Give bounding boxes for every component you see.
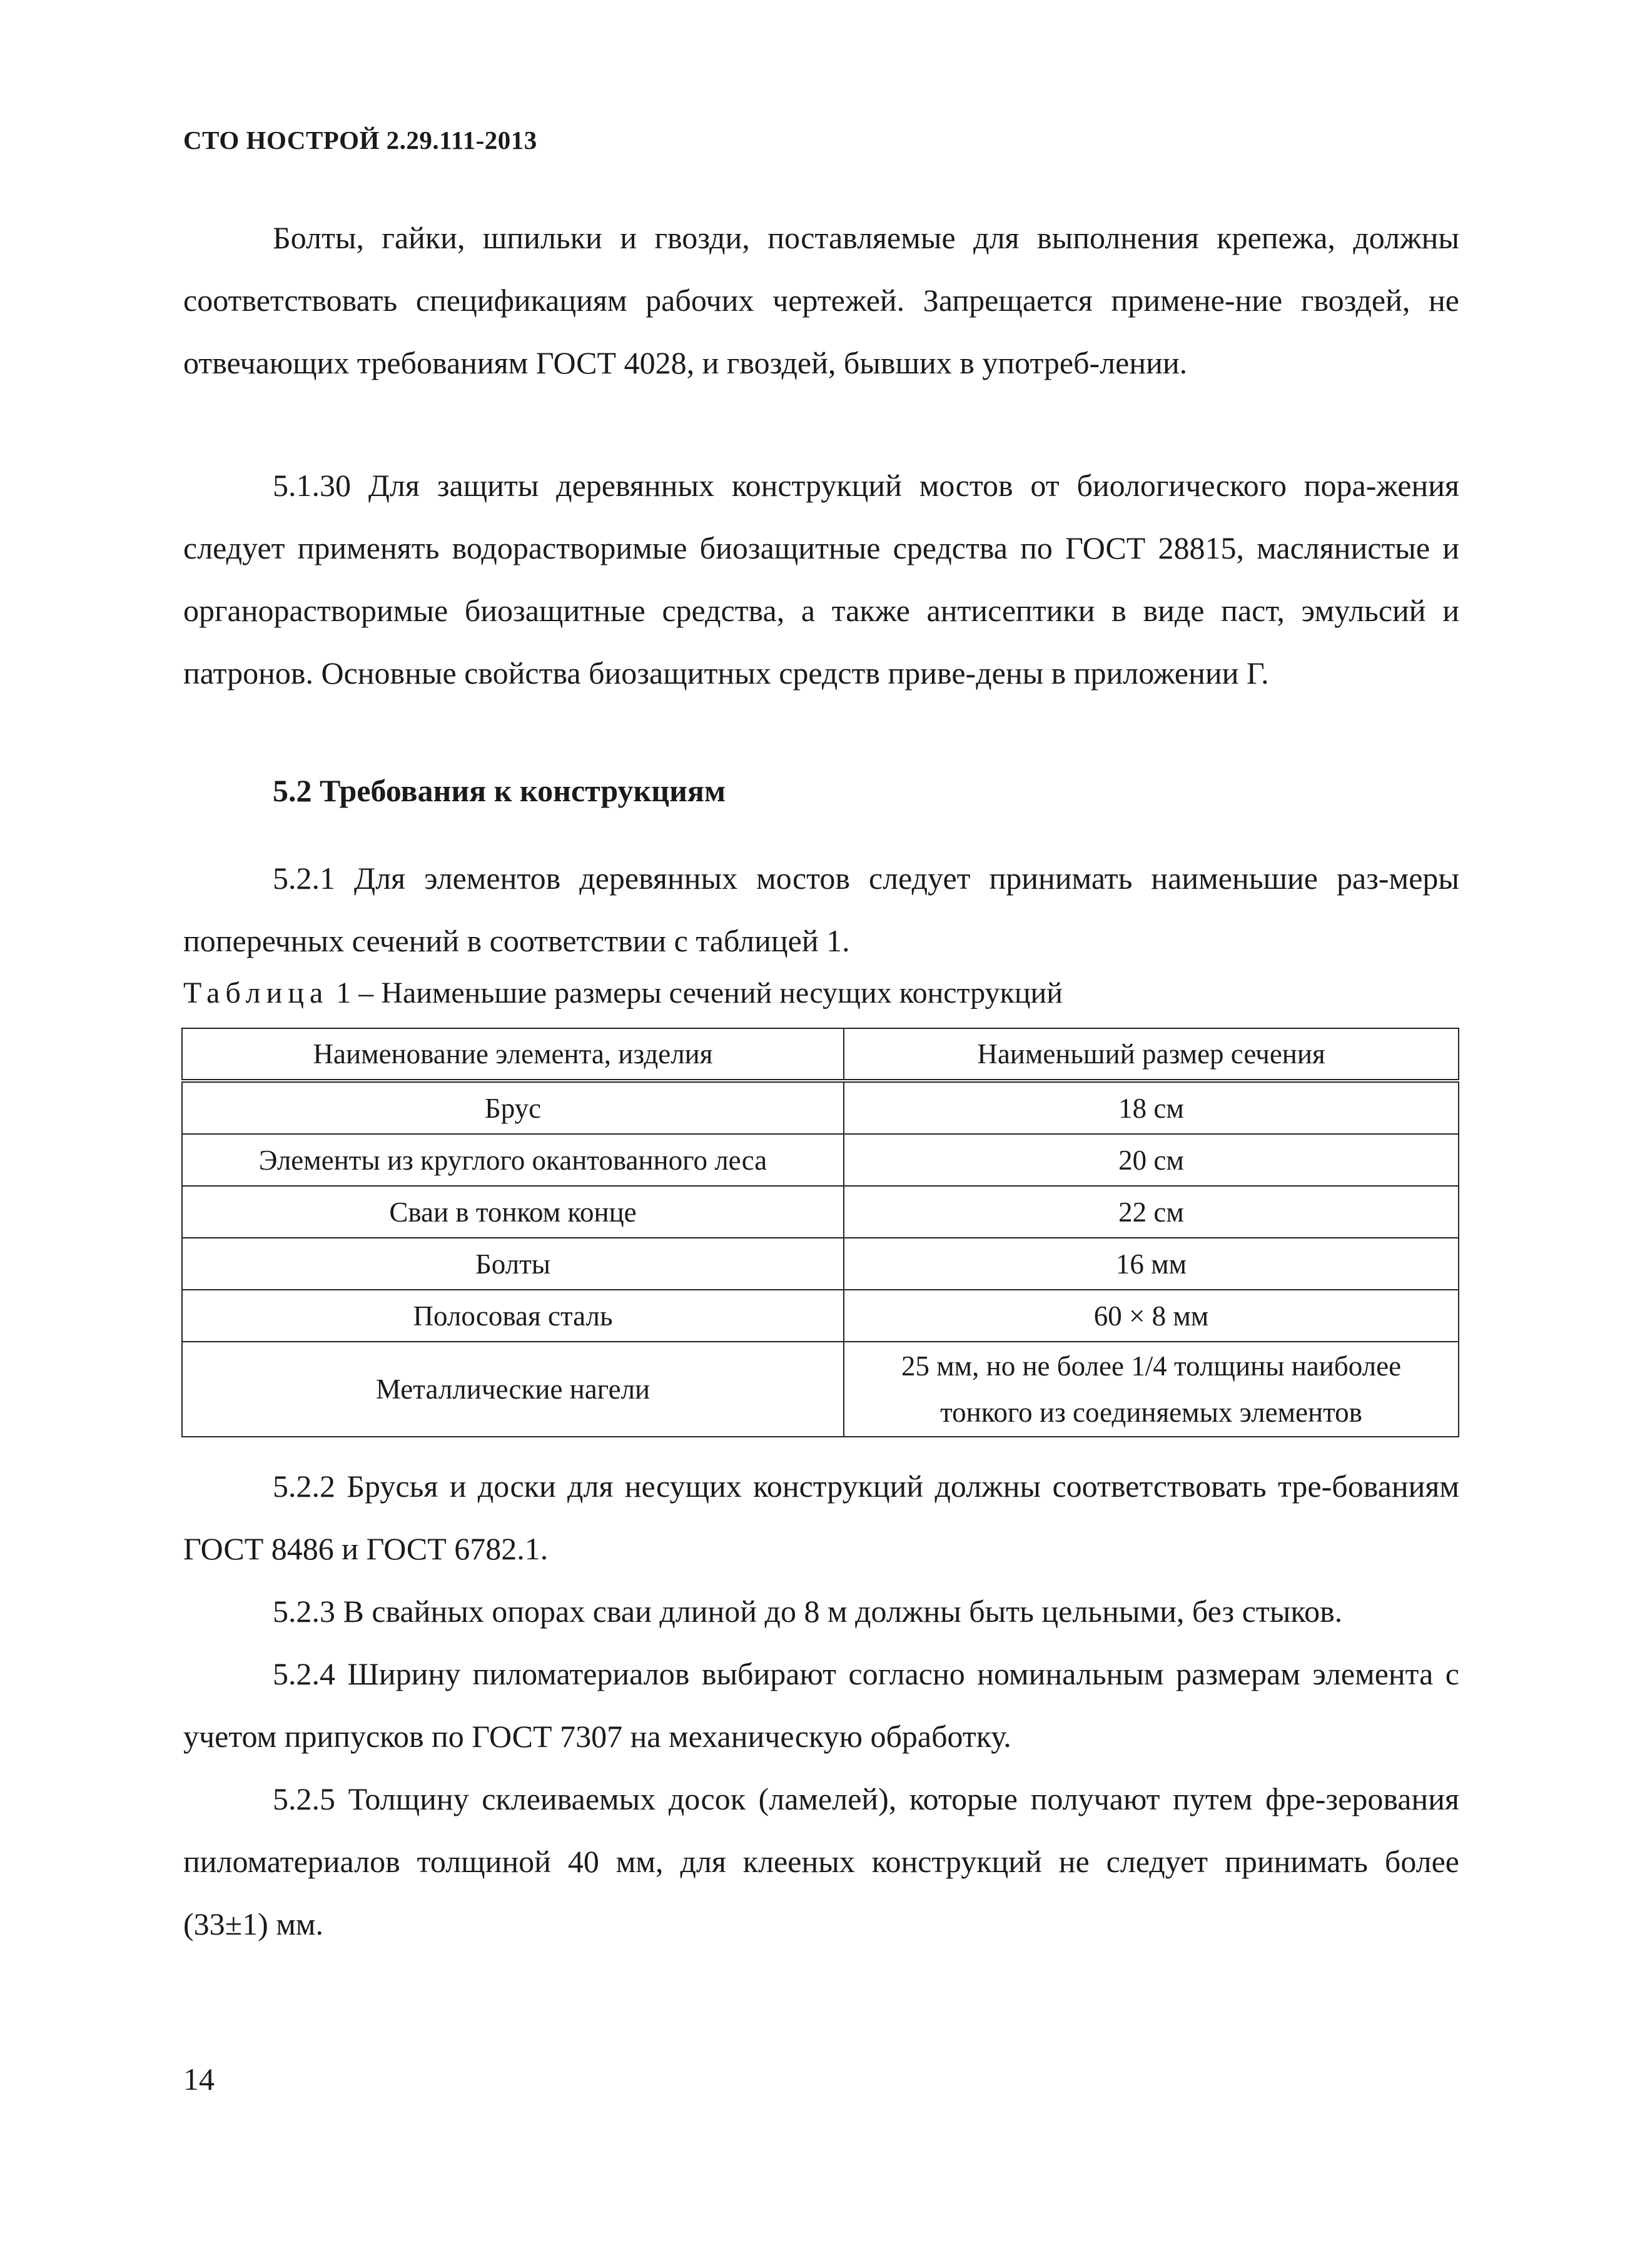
table-row: [182, 1342, 1459, 1437]
table-row: [182, 1134, 1459, 1186]
table-header-cell: Наименование элемента, изделия: [182, 1028, 844, 1081]
table-cell-size-multiline: [844, 1342, 1459, 1437]
table-cell-size-line: 25 мм, но не более 1/4 толщины наиболее: [901, 1350, 1402, 1382]
section-title-5-2: 5.2 Требования к конструкциям: [273, 773, 726, 808]
table-row: [182, 1186, 1459, 1238]
table-cell-element: Брус: [182, 1081, 844, 1134]
paragraph-5-2-5: 5.2.5 Толщину склеиваемых досок (ламелей), которые получают путем фре-зерования пиломатериалов толщиной 40 мм, для клееных конструкций не следует принимать более (33±1) мм.: [183, 1781, 1459, 1941]
table-row: [182, 1081, 1459, 1134]
table-caption-label: Таблица: [183, 976, 329, 1010]
table-cell-size-line: тонкого из соединяемых элементов: [940, 1397, 1362, 1428]
table-cell-size: 60 × 8 мм: [844, 1290, 1459, 1342]
paragraph-5-2-1: 5.2.1 Для элементов деревянных мостов следует принимать наименьшие раз-меры поперечных сечений в соответствии с таблицей 1.: [183, 861, 1459, 958]
table-row: [182, 1290, 1459, 1342]
table-cell-size: 22 см: [844, 1186, 1459, 1238]
table-caption-text: 1 – Наименьшие размеры сечений несущих конструкций: [328, 976, 1063, 1010]
paragraph-5-2-2: 5.2.2 Брусья и доски для несущих конструкций должны соответствовать тре-бованиям ГОСТ 8486 и ГОСТ 6782.1.: [183, 1469, 1459, 1566]
page-number: 14: [183, 2062, 215, 2097]
table-row: [182, 1238, 1459, 1290]
table-header-row: [182, 1028, 1459, 1081]
paragraph-5-1-30: 5.1.30 Для защиты деревянных конструкций мостов от биологического пора-жения следует применять водорастворимые биозащитные средства по ГОСТ 28815, маслянистые и органорастворимые биозащитные средства, а также антисептики в виде паст, эмульсий и патронов. Основные свойства биозащитных средств приве-дены в приложении Г.: [183, 468, 1459, 691]
paragraph-5-2-3: 5.2.3 В свайных опорах сваи длиной до 8 м должны быть цельными, без стыков.: [273, 1594, 1343, 1629]
table-cell-size: 20 см: [844, 1134, 1459, 1186]
table-cell-element: Болты: [182, 1238, 844, 1290]
table-header-cell: Наименьший размер сечения: [844, 1028, 1459, 1081]
paragraph-5-2-4: 5.2.4 Ширину пиломатериалов выбирают согласно номинальным размерам элемента с учетом припусков по ГОСТ 7307 на механическую обработку.: [183, 1656, 1459, 1754]
table-caption: [183, 976, 1063, 1010]
table-cell-element: Металлические нагели: [182, 1342, 844, 1437]
table-cell-element: Элементы из круглого окантованного леса: [182, 1134, 844, 1186]
min-section-sizes-table: [181, 1028, 1459, 1437]
table-cell-size: 18 см: [844, 1081, 1459, 1134]
table-cell-element: Сваи в тонком конце: [182, 1186, 844, 1238]
document-code-header: СТО НОСТРОЙ 2.29.111-2013: [183, 126, 537, 154]
table-cell-size: 16 мм: [844, 1238, 1459, 1290]
table-cell-element: Полосовая сталь: [182, 1290, 844, 1342]
paragraph-fasteners: Болты, гайки, шпильки и гвозди, поставляемые для выполнения крепежа, должны соответствовать спецификациям рабочих чертежей. Запрещается примене-ние гвоздей, не отвечающих требованиям ГОСТ 4028, и гвоздей, бывших в употреб-лении.: [183, 220, 1459, 380]
